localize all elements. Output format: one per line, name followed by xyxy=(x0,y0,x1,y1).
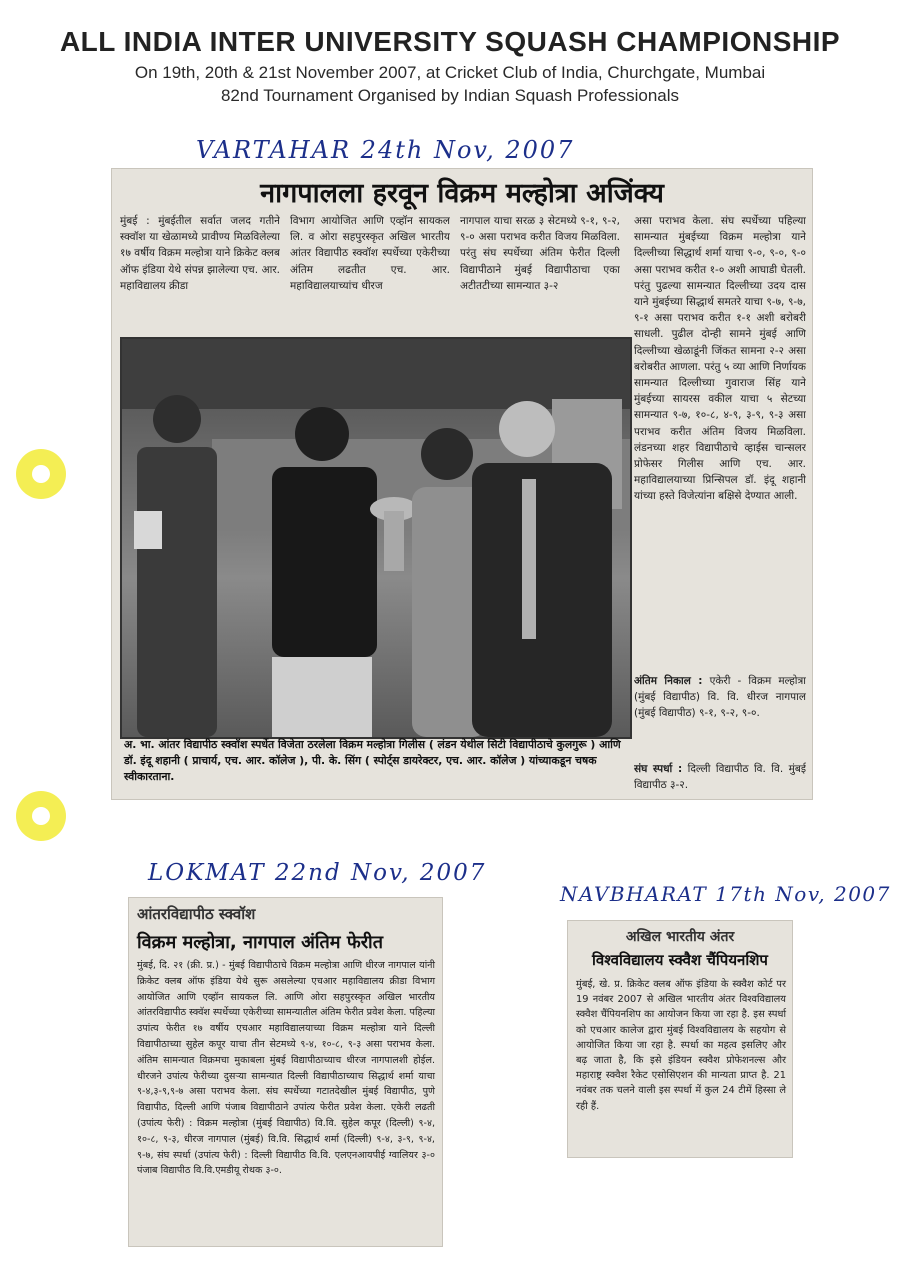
punch-hole xyxy=(16,449,66,499)
navbharat-headline: विश्वविद्यालय स्क्वैश चैंपियनशिप xyxy=(592,951,768,969)
lokmat-headline: विक्रम मल्होत्रा, नागपाल अंतिम फेरीत xyxy=(137,932,383,953)
lokmat-kicker: आंतरविद्यापीठ स्क्वॉश xyxy=(137,905,256,923)
team-result xyxy=(634,761,806,795)
final-result xyxy=(634,673,806,757)
article-column-1: मुंबई : मुंबईतील सर्वात जलद गतीने स्क्वॉश या खेळामध्ये प्रावीण्य मिळविलेल्या १७ वर्षीय विक्रम मल्होत्रा याने क्रिकेट क्लब ऑफ इंडिया येथे संपन्न झालेल्या एच. आर. महाविद्यालय क्रीडा xyxy=(120,215,280,292)
team-result-text: दिल्ली विद्यापीठ वि. वि. मुंबई विद्यापीठ ३-२. xyxy=(634,763,806,792)
vartahar-clipping xyxy=(111,168,813,800)
punch-hole xyxy=(16,791,66,841)
final-result-label: अंतिम निकाल : xyxy=(634,675,703,687)
article-column-3: नागपाल याचा सरळ ३ सेटमध्ये ९-१, ९-२, ९-० असा पराभव करीत विजय मिळविला. परंतु संघ स्पर्धेच्या अंतिम फेरीत दिल्ली विद्यापीठाने मुंबई विद्यापीठाचा एका अटीतटीच्या सामन्यात ३-२ xyxy=(460,215,620,292)
navbharat-kicker: अखिल भारतीय अंतर xyxy=(625,929,735,945)
navbharat-clipping xyxy=(567,920,793,1158)
organiser-line: 82nd Tournament Organised by Indian Squash Professionals xyxy=(220,86,680,105)
navbharat-body: मुंबई, खे. प्र. क्रिकेट क्लब ऑफ इंडिया के स्क्वैश कोर्ट पर 19 नवंबर 2007 से अखिल भारतीय अंतर विश्वविद्यालय स्क्वैश चैंपियनशिप का आयोजन किया जा रहा है. इस स्पर्धा को एचआर कालेज द्वारा मुंबई विश्वविद्यालय के सहयोग से आयोजित किया जा रहा है. स्पर्धा का महत्व इसलिए और बढ़ जाता है, कि इसे इंडियन स्क्वैश प्रोफेशनल्स और महाराष्ट्र स्क्वैश रैकेट एसोसिएशन की मान्यता प्राप्त है. 21 नवंबर तक चलने वाली इस स्पर्धा में कुल 24 टीमें हिस्सा ले रही हैं. xyxy=(576,979,786,1112)
photo-caption: अ. भा. आंतर विद्यापीठ स्क्वॉश स्पर्धेत विजेता ठरलेला विक्रम मल्होत्रा गिलीस ( लंडन येथील सिटी विद्यापीठाचे कुलगुरू ) आणि डॉ. इंदू शहानी ( प्राचार्य, एच. आर. कॉलेज ), पी. के. सिंग ( स्पोर्ट्स डायरेक्टर, एच. आर. कॉलेज ) यांच्याकडून चषक स्वीकारताना. xyxy=(124,738,621,783)
page-title: ALL INDIA INTER UNIVERSITY SQUASH CHAMPIONSHIP xyxy=(59,26,841,57)
lokmat-body: मुंबई, दि. २१ (क्री. प्र.) - मुंबई विद्यापीठाचे विक्रम मल्होत्रा आणि धीरज नागपाल यांनी क्रिकेट क्लब ऑफ इंडिया येथे सुरू असलेल्या एचआर महाविद्यालय क्रीडा विभाग आयोजित आणि एव्हॉन सायकल लि. आणि ओरा सहपुरस्कृत अखिल भारतीय आंतरविद्यापीठ स्क्वॅश स्पर्धेच्या एकेरीच्या सामन्यातील अंतिम फेरीत प्रवेश केला. पहिल्या उपांत्य फेरीत १७ वर्षीय एचआर महाविद्यालयाच्या विक्रम मल्होत्रा याने दिल्ली विद्यापीठाच्या सुहेल कपूर याचा तीन सेटमध्ये ९-४, १०-८, ९-३ असा पराभव केला. अंतिम सामन्यात विक्रमचा मुकाबला मुंबई विद्यापीठाच्याच धीरज नागपालशी होईल. धीरजने उपांत्य फेरीच्या दुसऱ्या सामन्यात दिल्ली विद्यापीठाच्याच सिद्धार्थ शर्मा याचा ९-४,३-९,९-७ असा पराभव केला. संघ स्पर्धेच्या गटातदेखील मुंबई विद्यापीठ, पुणे विद्यापीठ, दिल्ली आणि पंजाब विद्यापीठाने उपांत्य फेरीत प्रवेश केला. एकेरी लढती (उपांत्य फेरी) : विक्रम मल्होत्रा (मुंबई विद्यापीठ) वि.वि. सुहेल कपूर (दिल्ली) ९-४, १०-८, ९-३, धीरज नागपाल (मुंबई) वि.वि. सिद्धार्थ शर्मा (दिल्ली) ९-४, ३-९, ९-४, ९-७, संघ स्पर्धा (उपांत्य फेरी) : दिल्ली विद्यापीठ वि.वि. एलएनआयपीई ग्वालियर ३-० पंजाब विद्यापीठ वि.वि.एमडीयू रोथक ३-०. xyxy=(137,960,435,1177)
event-dates-venue: On 19th, 20th & 21st November 2007, at Cricket Club of India, Churchgate, Mumbai xyxy=(134,63,766,82)
trophy-presentation-photo xyxy=(120,337,632,739)
article-column-2: विभाग आयोजित आणि एव्हॉन सायकल लि. व ओरा सहपुरस्कृत अखिल भारतीय आंतर विद्यापीठ स्क्वॉश स्पर्धेच्या एकेरीच्या अंतिम लढतीत एच. आर. महाविद्यालयाच्यांच धीरज xyxy=(290,215,450,292)
vartahar-headline: नागपालला हरवून विक्रम मल्होत्रा अजिंक्य xyxy=(260,178,664,209)
final-result-text: एकेरी - विक्रम मल्होत्रा (मुंबई विद्यापीठ) वि. वि. धीरज नागपाल (मुंबई विद्यापीठ) ९-१, ९-२, ९-०. xyxy=(634,675,806,720)
navbharat-date-note: NAVBHARAT 17th Nov, 2007 xyxy=(560,882,891,906)
team-result-label: संघ स्पर्धा : xyxy=(634,763,683,775)
lokmat-clipping xyxy=(128,897,443,1247)
article-column-4: असा पराभव केला. संघ स्पर्धेच्या पहिल्या सामन्यात मुंबईच्या विक्रम मल्होत्रा याने दिल्लीच्या सिद्धार्थ शर्मा याचा ९-०, ९-०, ९-० असा पराभव करीत १-० अशी आघाडी घेतली. परंतु पुढल्या सामन्यात दिल्लीच्या उदय दास याने मुंबईच्या सिद्धार्थ समतरे याचा ९-७, ९-७, ९-१ असा पराभव करीत १-१ अशी बरोबरी साधली. पुढील दोन्ही सामने मुंबई आणि दिल्लीच्या खेळाडूंनी जिंकत सामना २-२ असा बरोबरीत आणला. परंतु ५ व्या आणि निर्णायक सामन्यात दिल्लीच्या गुवाराज सिंह याने मुंबईच्या सायरस वकील याचा ५ सेटच्या सामन्यात ९-७, १०-८, ४-९, ३-९, ९-३ असा पराभव करीत अंतिम विजय मिळविला. लंडनच्या शहर विद्यापीठाचे व्हाईस चान्सलर प्रोफेसर गिलीस आणि एच. आर. महाविद्यालयाच्या प्रिन्सिपल डॉ. इंदू शहानी यांच्या हस्ते विजेत्यांना बक्षिसे देण्यात आली. xyxy=(634,215,806,503)
vartahar-date-note: VARTAHAR 24th Nov, 2007 xyxy=(196,136,575,164)
lokmat-date-note: LOKMAT 22nd Nov, 2007 xyxy=(148,860,487,886)
photo-illustration xyxy=(122,339,630,737)
